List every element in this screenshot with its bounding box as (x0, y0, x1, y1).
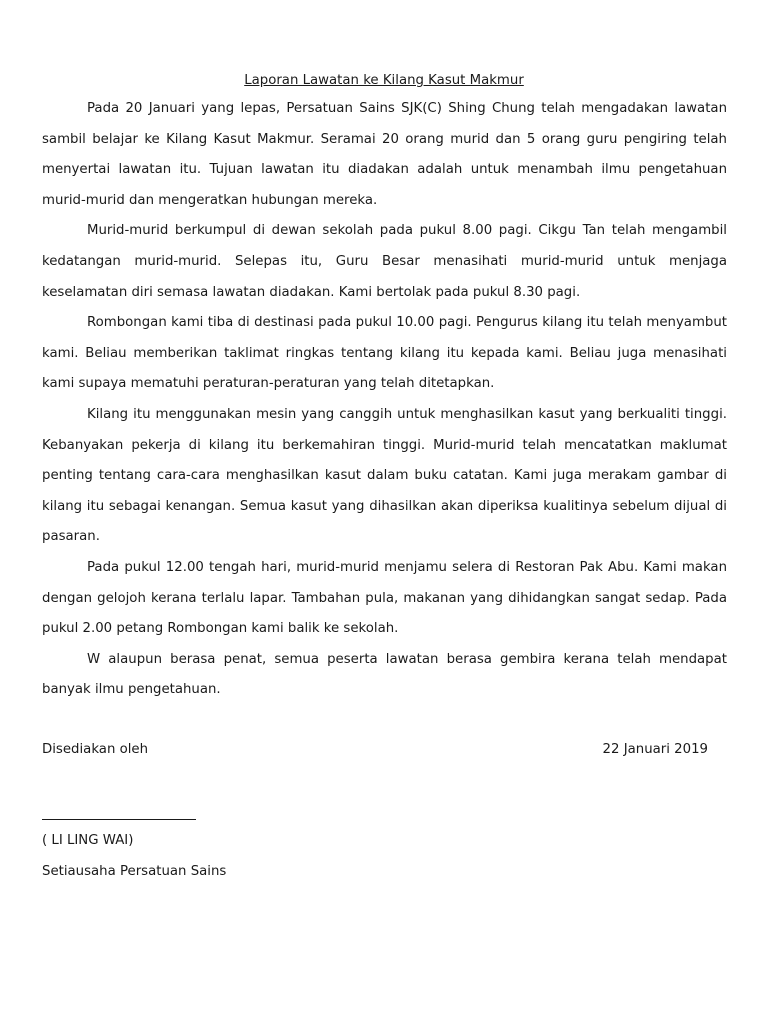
paragraph-2: Murid-murid berkumpul di dewan sekolah pada pukul 8.00 pagi. Cikgu Tan telah mengambil kedatangan murid-murid. Selepas itu, Guru Besar menasihati murid-murid untuk menjaga keselamatan diri semasa lawatan diadakan. Kami bertolak pada pukul 8.30 pagi. (42, 223, 727, 300)
prepared-by-label: Disediakan oleh (42, 742, 149, 757)
report-date: 22 Januari 2019 (602, 742, 708, 757)
signer-name: ( LI LING WAI) (42, 833, 134, 848)
paragraph-5: Pada pukul 12.00 tengah hari, murid-murid menjamu selera di Restoran Pak Abu. Kami makan dengan gelojoh kerana terlalu lapar. Tambahan pula, makanan yang dihidangkan sangat sedap. Pada pukul 2.00 petang Rombongan kami balik ke sekolah. (42, 559, 727, 637)
paragraph-1: Pada 20 Januari yang lepas, Persatuan Sains SJK(C) Shing Chung telah mengadakan lawatan sambil belajar ke Kilang Kasut Makmur. Seramai 20 orang murid dan 5 orang guru pengiring telah menyertai lawatan itu. Tujuan lawatan itu diadakan adalah untuk menambah ilmu pengetahuan murid-murid dan mengeratkan hubungan mereka. (42, 101, 727, 208)
paragraph-4: Kilang itu menggunakan mesin yang canggih untuk menghasilkan kasut yang berkualiti tinggi. Kebanyakan pekerja di kilang itu berkemahiran tinggi. Murid-murid telah mencatatkan maklumat penting tentang cara-cara menghasilkan kasut dalam buku catatan. Kami juga merakam gambar di kilang itu sebagai kenangan. Semua kasut yang dihasilkan akan diperiksa kualitinya sebelum dijual di pasaran. (42, 406, 727, 545)
signature-line (42, 819, 196, 820)
paragraph-3: Rombongan kami tiba di destinasi pada pukul 10.00 pagi. Pengurus kilang itu telah menyambut kami. Beliau memberikan taklimat ringkas tentang kilang itu kepada kami. Beliau juga menasihati kami supaya mematuhi peraturan-peraturan yang telah ditetapkan. (42, 315, 727, 392)
signer-title: Setiausaha Persatuan Sains (42, 864, 227, 879)
report-body (42, 94, 727, 706)
report-title: Laporan Lawatan ke Kilang Kasut Makmur (244, 73, 524, 88)
paragraph-6: W alaupun berasa penat, semua peserta lawatan berasa gembira kerana telah mendapat banyak ilmu pengetahuan. (42, 651, 727, 698)
